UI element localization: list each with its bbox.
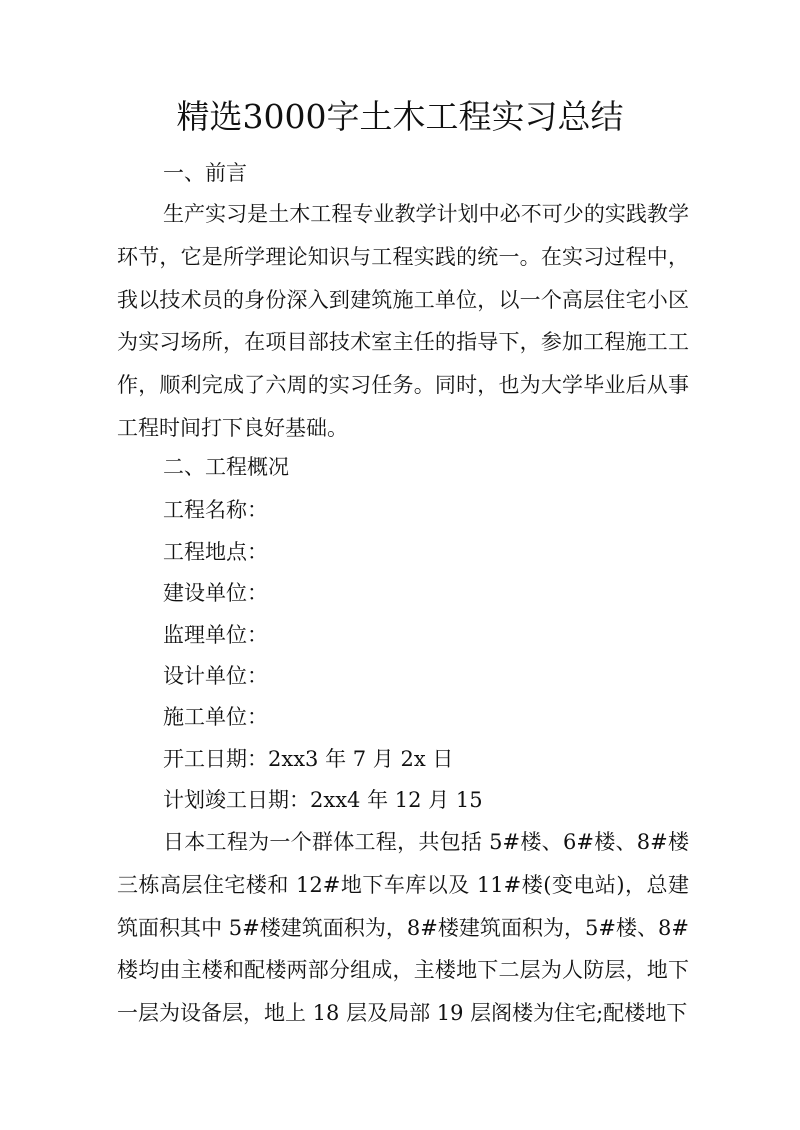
- field-planned-completion-date: 计划竣工日期：2xx4 年 12 月 15: [163, 788, 483, 812]
- field-supervision-unit: 监理单位：: [163, 623, 268, 647]
- field-project-location: 工程地点：: [163, 540, 268, 564]
- section-heading-preface: 一、前言: [163, 161, 247, 185]
- field-construction-unit: 施工单位：: [163, 705, 268, 729]
- section-heading-overview: 二、工程概况: [163, 455, 289, 479]
- field-start-date: 开工日期：2xx3 年 7 月 2x 日: [163, 747, 454, 771]
- field-owner-unit: 建设单位：: [163, 581, 268, 605]
- field-design-unit: 设计单位：: [163, 664, 268, 688]
- field-project-name: 工程名称：: [163, 498, 268, 522]
- document-title: 精选3000字土木工程实习总结: [176, 97, 624, 136]
- preface-paragraph: 生产实习是土木工程专业教学计划中必不可少的实践教学环节，它是所学理论知识与工程实践的统一。在实习过程中，我以技术员的身份深入到建筑施工单位，以一个高层住宅小区为实习场所，在项目部技术室主任的指导下，参加工程施工工作，顺利完成了六周的实习任务。同时，也为大学毕业后从事工程时间打下良好基础。: [117, 202, 689, 440]
- overview-paragraph: 日本工程为一个群体工程，共包括 5#楼、6#楼、8#楼三栋高层住宅楼和 12#地下车库以及 11#楼(变电站)，总建筑面积其中 5#楼建筑面积为，8#楼建筑面积为，5#楼、8#楼均由主楼和配楼两部分组成，主楼地下二层为人防层，地下一层为设备层，地上 18 层及局部 19 层阁楼为住宅;配楼地下: [117, 830, 689, 1026]
